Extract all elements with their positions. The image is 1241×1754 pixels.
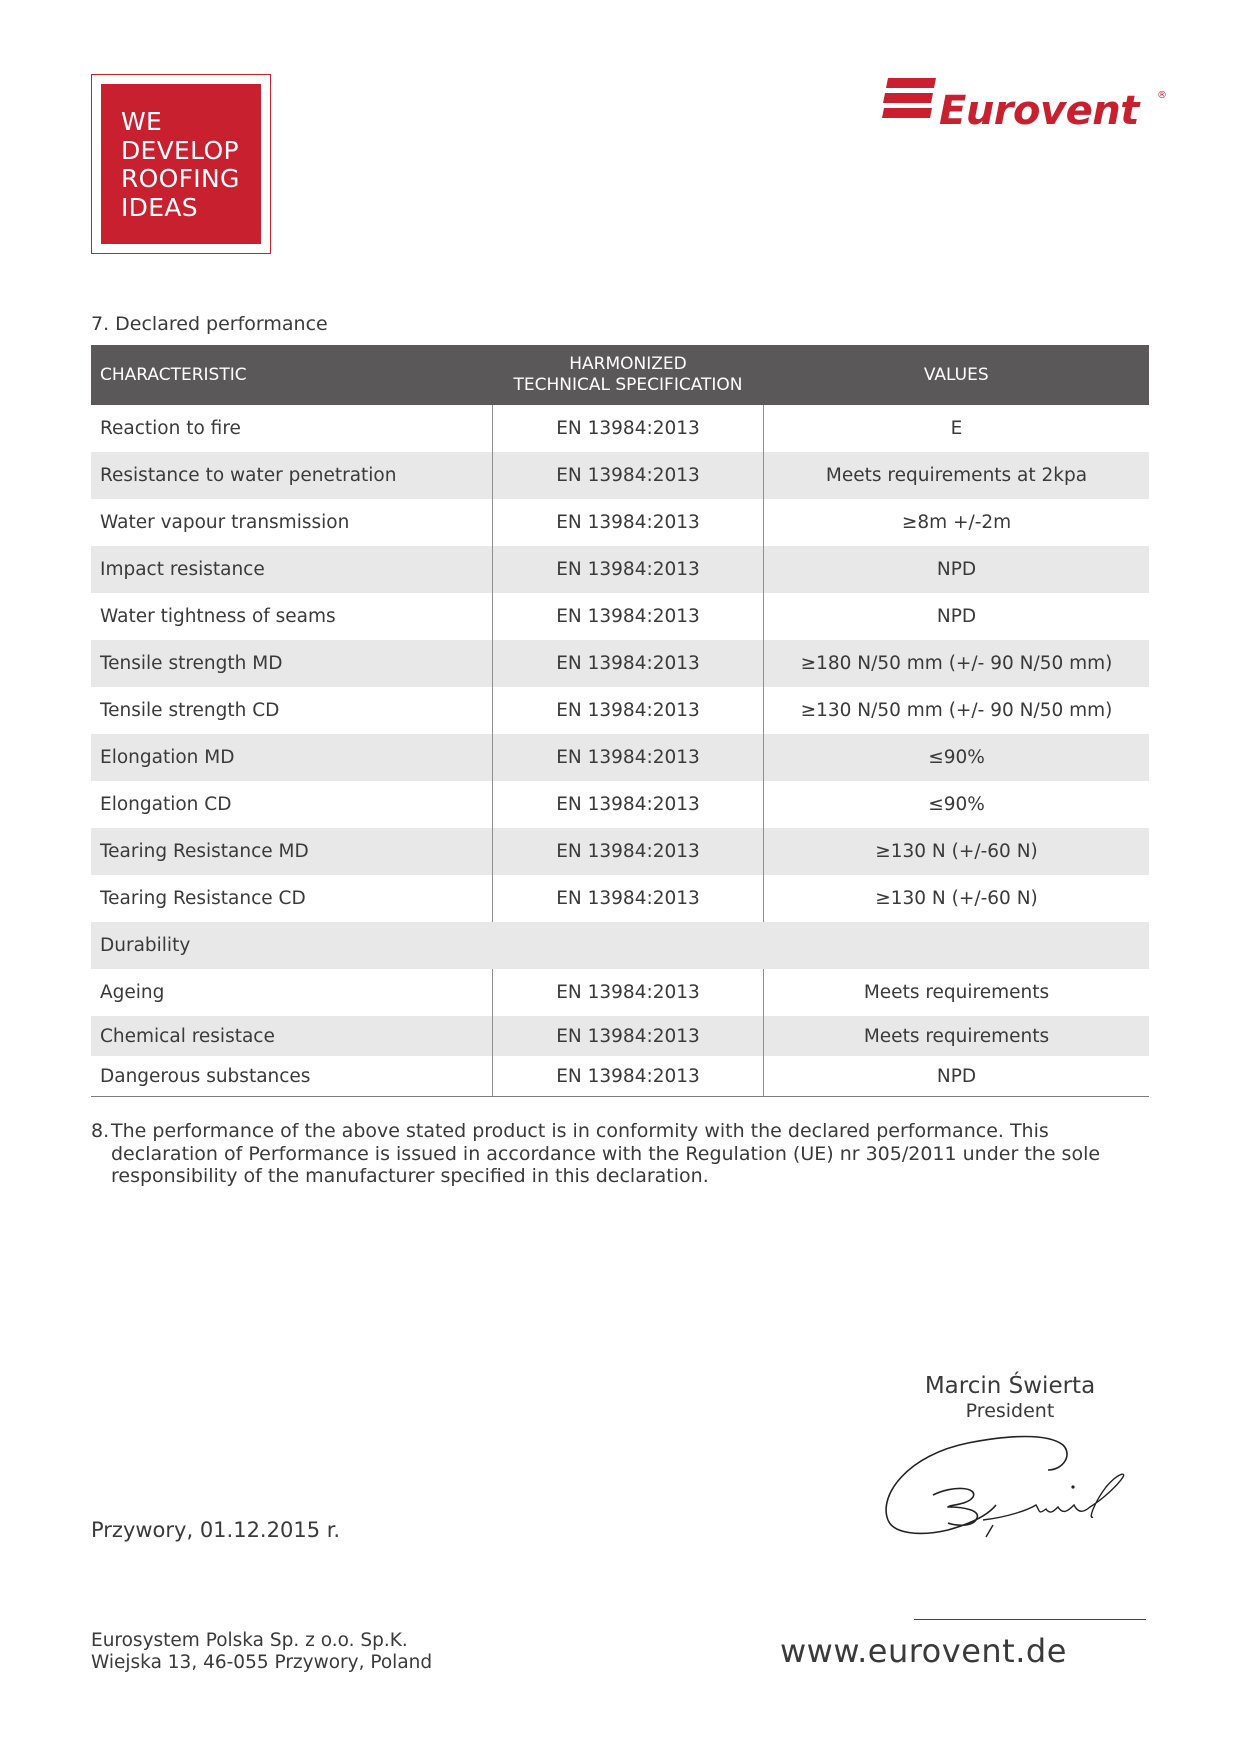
cell-spec: EN 13984:2013 [493,969,764,1016]
cell-spec: EN 13984:2013 [493,1056,764,1097]
cell-spec: EN 13984:2013 [493,593,764,640]
cell-characteristic: Impact resistance [91,546,493,593]
cell-value: ≥130 N (+/-60 N) [875,888,1038,909]
company-address [91,1630,432,1674]
cell-characteristic: Elongation MD [91,734,493,781]
declared-performance-table [91,345,1149,1097]
section-title: 7. Declared performance [91,313,328,335]
table-row [91,405,1149,452]
cell-value: ≥8m +/-2m [901,512,1012,533]
cell-value: NPD [764,546,1150,593]
signatory-role: President [965,1400,1055,1422]
table-row [91,546,1149,593]
cell-spec: EN 13984:2013 [493,781,764,828]
slogan-line: DEVELOP [121,135,239,165]
cell-characteristic: Reaction to fire [100,418,241,439]
table-row [91,734,1149,781]
registered-mark: ® [1157,90,1167,101]
statement-text: The performance of the above stated product is in conformity with the declared performance. This declaration of Performance is issued in accordance with the Regulation (UE) nr 305/2011 under the sole responsibility of the manufacturer specified in this declaration. [111,1120,1101,1187]
table-row [91,640,1149,687]
cell-value: NPD [764,1056,1150,1097]
slogan-line: ROOFING [121,164,240,193]
table-row [91,1056,1149,1097]
table-row [91,452,1149,499]
table-section-row [91,922,1149,969]
table-row [91,781,1149,828]
cell-value: E [950,418,963,439]
cell-characteristic: Elongation CD [100,794,232,815]
cell-value: Meets requirements [863,982,1050,1003]
header-spec [493,345,764,405]
cell-characteristic: Resistance to water penetration [91,452,493,499]
header-spec-line: TECHNICAL SPECIFICATION [513,375,743,395]
cell-value: Meets requirements at 2kpa [764,452,1150,499]
slogan-badge [91,74,271,254]
cell-value: Meets requirements [764,1016,1150,1056]
table-row [91,828,1149,875]
eurovent-logo [882,74,1172,138]
cell-characteristic: Tensile strength CD [100,700,280,721]
signature-line [914,1619,1146,1620]
cell-spec: EN 13984:2013 [493,499,764,546]
table-row [91,875,1149,922]
slogan-badge-fill [101,84,261,244]
place-and-date: Przywory, 01.12.2015 r. [91,1518,341,1542]
table-row [91,687,1149,734]
cell-value: ≤90% [764,734,1150,781]
header-characteristic: CHARACTERISTIC [91,345,493,405]
signatory-name: Marcin Świerta [924,1373,1096,1399]
cell-spec: EN 13984:2013 [493,875,764,922]
slogan-line: WE [121,107,163,136]
cell-spec: EN 13984:2013 [493,452,764,499]
cell-characteristic: Chemical resistace [91,1016,493,1056]
cell-spec: EN 13984:2013 [493,546,764,593]
cell-characteristic: Dangerous substances [91,1056,493,1097]
cell-characteristic: Tensile strength MD [91,640,493,687]
cell-spec: EN 13984:2013 [493,828,764,875]
header-values: VALUES [764,345,1150,405]
cell-value: ≥130 N (+/-60 N) [764,828,1150,875]
conformity-statement [91,1120,1101,1188]
cell-spec: EN 13984:2013 [493,734,764,781]
cell-characteristic: Tearing Resistance CD [100,888,306,909]
cell-characteristic: Water vapour transmission [100,512,350,533]
company-name: Eurosystem Polska Sp. z o.o. Sp.K. [91,1630,408,1651]
handwritten-signature-icon [878,1425,1148,1545]
eurovent-logo-mark-icon [882,78,936,124]
website-link[interactable]: www.eurovent.de [780,1632,1067,1670]
header-spec-line: HARMONIZED [569,354,687,374]
slogan-line: IDEAS [121,192,198,222]
cell-section-heading: Durability [91,922,1149,969]
cell-characteristic: Tearing Resistance MD [91,828,493,875]
statement-number: 8. [91,1120,110,1142]
eurovent-wordmark: Eurovent [939,88,1139,134]
table-header-row [91,345,1149,405]
cell-value: ≥130 N/50 mm (+/- 90 N/50 mm) [800,700,1113,721]
table-row [91,1016,1149,1056]
cell-characteristic: Water tightness of seams [100,606,336,627]
cell-value: NPD [936,606,977,627]
table-row [91,593,1149,640]
cell-spec: EN 13984:2013 [493,1016,764,1056]
cell-spec: EN 13984:2013 [493,405,764,452]
cell-spec: EN 13984:2013 [493,640,764,687]
table-row [91,499,1149,546]
company-street: Wiejska 13, 46-055 Przywory, Poland [91,1652,433,1673]
cell-value: ≤90% [928,794,985,815]
cell-spec: EN 13984:2013 [493,687,764,734]
cell-characteristic: Ageing [100,982,165,1003]
cell-value: ≥180 N/50 mm (+/- 90 N/50 mm) [764,640,1150,687]
table-row [91,969,1149,1016]
